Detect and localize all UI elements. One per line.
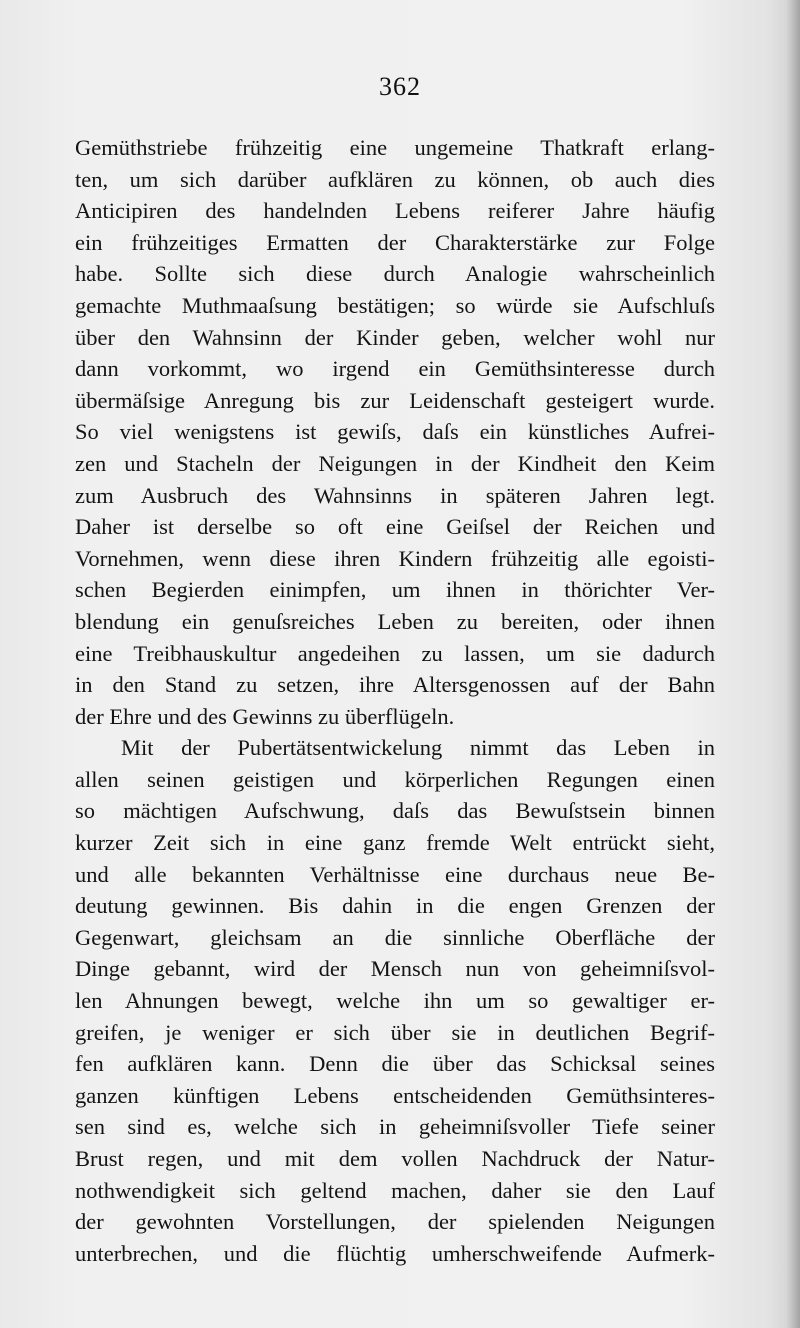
text-line: übermäſsige Anregung bis zur Leidenschaft gesteigert wurde. [75,387,715,413]
text-line: ein frühzeitiges Ermatten der Charakterstärke zur Folge [75,229,715,255]
text-line: und alle bekannten Verhältnisse eine durchaus neue Be- [75,861,715,887]
text-line: len Ahnungen bewegt, welche ihn um so gewaltiger er- [75,988,715,1014]
text-line: zum Ausbruch des Wahnsinns in späteren Jahren legt. [75,482,715,508]
text-line: gemachte Muthmaaſsung bestätigen; so würde sie Aufschluſs [75,292,715,318]
text-line: der gewohnten Vorstellungen, der spielenden Neigungen [75,1209,715,1235]
text-line: So viel wenigstens ist gewiſs, daſs ein künstliches Aufrei- [75,419,715,445]
text-line: unterbrechen, und die flüchtig umherschweifende Aufmerk- [75,1240,715,1266]
text-line: über den Wahnsinn der Kinder geben, welcher wohl nur [75,324,715,350]
text-line: fen aufklären kann. Denn die über das Schicksal seines [75,1051,715,1077]
text-line: dann vorkommt, wo irgend ein Gemüthsinteresse durch [75,356,715,382]
text-line: nothwendigkeit sich geltend machen, daher sie den Lauf [75,1177,715,1203]
text-line: zen und Stacheln der Neigungen in der Kindheit den Keim [75,450,715,476]
text-line: allen seinen geistigen und körperlichen Regungen einen [75,766,715,792]
text-line: Dinge gebannt, wird der Mensch nun von geheimniſsvol- [75,956,715,982]
text-line: Gemüthstriebe frühzeitig eine ungemeine Thatkraft erlang- [75,135,715,160]
page-edge-shadow [786,0,800,1328]
text-line: sen sind es, welche sich in geheimniſsvoller Tiefe seiner [75,1114,715,1140]
paragraph-first-line: Mit der Pubertätsentwickelung nimmt das Leben in [121,735,715,761]
paragraph-last-line: der Ehre und des Gewinns zu überflügeln. [75,703,455,729]
text-line: ganzen künftigen Lebens entscheidenden Gemüthsinteres- [75,1082,715,1108]
text-line: Gegenwart, gleichsam an die sinnliche Oberfläche der [75,924,715,950]
text-line: Vornehmen, wenn diese ihren Kindern frühzeitig alle egoisti- [75,545,715,571]
text-line: habe. Sollte sich diese durch Analogie wahrscheinlich [75,261,715,287]
text-line: schen Begierden einimpfen, um ihnen in thörichter Ver- [75,577,715,603]
text-line: Daher ist derselbe so oft eine Geiſsel der Reichen und [75,514,715,540]
text-line: greifen, je weniger er sich über sie in deutlichen Begrif- [75,1019,715,1045]
text-line: so mächtigen Aufschwung, daſs das Bewuſstsein binnen [75,798,715,824]
text-line: eine Treibhauskultur angedeihen zu lassen, um sie dadurch [75,640,715,666]
text-line: Anticipiren des handelnden Lebens reiferer Jahre häufig [75,198,715,224]
text-line: kurzer Zeit sich in eine ganz fremde Welt entrückt sieht, [75,830,715,856]
text-line: in den Stand zu setzen, ihre Altersgenossen auf der Bahn [75,672,715,698]
text-line: Brust regen, und mit dem vollen Nachdruck der Natur- [75,1146,715,1171]
body-text [75,132,715,1269]
page-number: 362 [379,72,421,101]
text-line: blendung ein genuſsreiches Leben zu bereiten, oder ihnen [75,608,715,634]
text-line: ten, um sich darüber aufklären zu können, ob auch dies [75,166,715,192]
text-line: deutung gewinnen. Bis dahin in die engen Grenzen der [75,893,715,919]
